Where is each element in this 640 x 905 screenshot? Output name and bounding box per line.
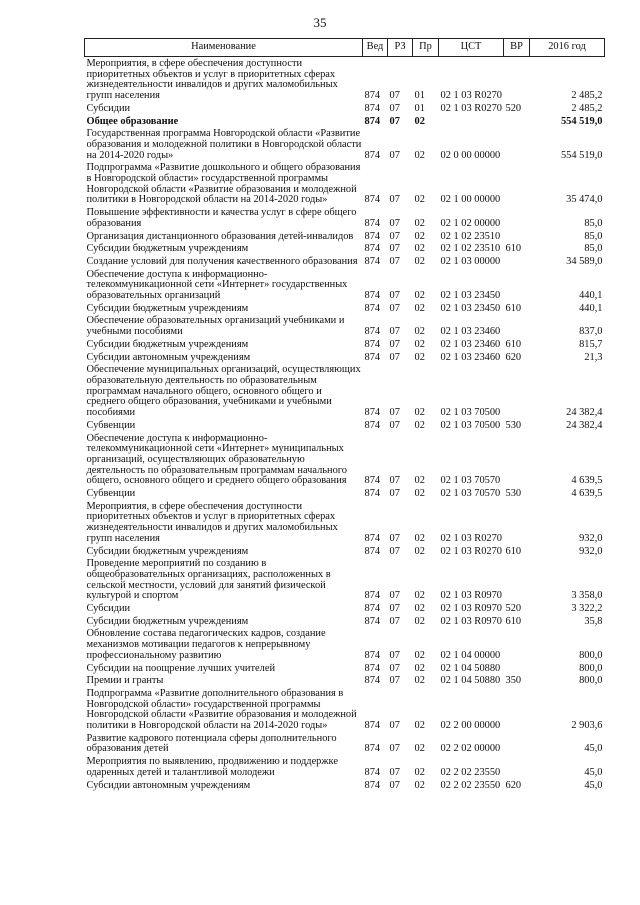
table-row [85, 302, 605, 315]
row-pr: 02 [414, 407, 425, 419]
row-cst: 02 1 04 50880 [440, 662, 501, 674]
row-ved: 874 [364, 326, 381, 338]
row-cst: 02 0 00 00000 [440, 149, 501, 161]
table-row [85, 662, 605, 675]
table-row [85, 615, 605, 628]
row-vr [504, 115, 530, 128]
row-pr: 02 [414, 230, 425, 242]
row-ved: 874 [364, 615, 381, 627]
row-name: Обновление состава педагогических кадров, создание механизмов мотивации педагогов к непрерывному профессиональному развитию [86, 628, 326, 661]
row-pr: 02 [414, 488, 425, 500]
row-pr: 02 [414, 603, 425, 615]
row-sum: 3 322,2 [571, 603, 603, 615]
row-sum: 4 639,5 [571, 488, 603, 500]
row-sum: 440,1 [579, 290, 603, 302]
row-name: Субсидии автономным учреждениям [86, 351, 251, 363]
row-cst: 02 1 03 70500 [440, 419, 501, 431]
row-rz: 07 [389, 302, 400, 314]
row-name: Мероприятия, в сфере обеспечения доступности приоритетных объектов и услуг в приоритетных сферах жизнедеятельности инвалидов и других маломобильных групп населения [86, 500, 338, 544]
row-name: Премии и гранты [86, 675, 164, 687]
row-name: Субсидии [86, 603, 131, 615]
row-sum: 45,0 [584, 766, 603, 778]
row-pr: 02 [414, 149, 425, 161]
row-vr [504, 557, 530, 602]
row-rz: 07 [389, 419, 400, 431]
table-row [85, 115, 605, 128]
row-name: Организация дистанционного образования детей-инвалидов [86, 230, 354, 242]
row-name: Субсидии бюджетным учреждениям [86, 338, 249, 350]
row-pr: 01 [414, 102, 425, 114]
row-cst: 02 1 03 R0270 [440, 532, 502, 544]
header-cst: ЦСТ [439, 39, 504, 57]
row-rz: 07 [389, 217, 400, 229]
row-vr [504, 627, 530, 661]
row-cst: 02 1 03 R0270 [440, 545, 502, 557]
row-sum: 837,0 [579, 326, 603, 338]
row-cst: 02 1 02 23510 [440, 230, 501, 242]
row-rz: 07 [389, 338, 400, 350]
row-name: Проведение мероприятий по созданию в общеобразовательных организациях, расположенных в сельской местности, условий для занятий физической культурой и спортом [86, 558, 331, 602]
row-pr: 02 [414, 662, 425, 674]
row-name: Субсидии бюджетным учреждениям [86, 302, 249, 314]
row-sum: 85,0 [584, 217, 603, 229]
row-cst: 02 1 02 00000 [440, 217, 501, 229]
row-ved: 874 [364, 743, 381, 755]
header-rz: РЗ [388, 39, 413, 57]
row-vr [504, 161, 530, 206]
row-pr: 01 [414, 90, 425, 102]
row-rz: 07 [389, 488, 400, 500]
row-cst: 02 1 03 23450 [440, 290, 501, 302]
row-rz: 07 [389, 230, 400, 242]
row-vr: 350 [505, 675, 522, 687]
table-row [85, 602, 605, 615]
row-ved: 874 [364, 779, 381, 791]
row-rz: 07 [389, 675, 400, 687]
row-name: Субсидии [86, 102, 131, 114]
row-cst: 02 1 03 00000 [440, 255, 501, 267]
row-name: Подпрограмма «Развитие дошкольного и общего образования в Новгородской области» государственной программы Новгородской области «Развитие образования и молодежной политики в Новгородской области на 2014-2020 годы» [86, 162, 361, 206]
row-rz: 07 [389, 532, 400, 544]
row-ved: 874 [364, 102, 381, 114]
row-ved: 874 [364, 243, 381, 255]
row-name: Обеспечение образовательных организаций учебниками и учебными пособиями [86, 315, 345, 338]
row-rz: 07 [389, 290, 400, 302]
row-pr: 02 [414, 766, 425, 778]
row-cst: 02 1 02 23510 [440, 243, 501, 255]
row-cst: 02 2 02 00000 [440, 743, 501, 755]
row-rz: 07 [389, 662, 400, 674]
row-pr: 02 [414, 419, 425, 431]
row-ved: 874 [364, 603, 381, 615]
table-row [85, 268, 605, 302]
row-rz: 07 [389, 590, 400, 602]
row-sum: 554 519,0 [560, 115, 603, 127]
row-cst: 02 1 03 23460 [440, 351, 501, 363]
row-vr [504, 363, 530, 419]
table-row [85, 314, 605, 337]
row-vr [504, 314, 530, 337]
row-sum: 45,0 [584, 779, 603, 791]
row-ved: 874 [364, 649, 381, 661]
row-sum: 4 639,5 [571, 475, 603, 487]
row-name: Развитие кадрового потенциала сферы дополнительного образования детей [86, 732, 337, 755]
row-ved: 874 [364, 302, 381, 314]
row-rz: 07 [389, 149, 400, 161]
table-header [85, 39, 605, 57]
row-name: Субсидии бюджетным учреждениям [86, 243, 249, 255]
row-sum: 800,0 [579, 675, 603, 687]
row-rz: 07 [389, 779, 400, 791]
table-row [85, 732, 605, 755]
row-pr: 02 [414, 326, 425, 338]
row-rz: 07 [389, 115, 400, 127]
table-row [85, 57, 605, 102]
table-row [85, 230, 605, 243]
row-ved: 874 [364, 475, 381, 487]
table-row [85, 545, 605, 558]
row-rz: 07 [389, 407, 400, 419]
row-ved: 874 [364, 590, 381, 602]
row-sum: 2 485,2 [571, 90, 603, 102]
row-ved: 874 [364, 532, 381, 544]
row-rz: 07 [389, 766, 400, 778]
row-vr [504, 57, 530, 102]
table-body [85, 57, 605, 792]
row-pr: 02 [414, 351, 425, 363]
header-ved: Вед [363, 39, 388, 57]
row-sum: 2 485,2 [571, 102, 603, 114]
row-vr [504, 127, 530, 161]
row-vr: 530 [505, 419, 522, 431]
row-sum: 800,0 [579, 662, 603, 674]
row-sum: 24 382,4 [566, 407, 603, 419]
row-name: Обеспечение муниципальных организаций, осуществляющих образовательную деятельность по образовательным программам начального общего, основного общего и среднего общего образования, учебниками и учебными пособиями [86, 364, 361, 419]
table-row [85, 102, 605, 115]
row-ved: 874 [364, 720, 381, 732]
row-sum: 85,0 [584, 243, 603, 255]
table-row [85, 161, 605, 206]
table-row [85, 419, 605, 432]
row-ved: 874 [364, 766, 381, 778]
row-name: Подпрограмма «Развитие дополнительного образования в Новгородской области» государственной программы Новгородской области «Развитие образования и молодежной политики в Новгородской области на 2014-2020 годы» [86, 687, 357, 732]
row-cst: 02 1 03 70500 [440, 407, 501, 419]
page-number: 35 [313, 15, 327, 30]
row-ved: 874 [364, 662, 381, 674]
table-row [85, 432, 605, 488]
row-sum: 21,3 [584, 351, 603, 363]
row-name: Субвенции [86, 488, 136, 500]
row-rz: 07 [389, 90, 400, 102]
row-pr: 02 [414, 475, 425, 487]
row-sum: 440,1 [579, 302, 603, 314]
row-pr: 02 [414, 675, 425, 687]
row-cst: 02 1 03 R0970 [440, 590, 502, 602]
row-cst: 02 1 03 23460 [440, 326, 501, 338]
row-rz: 07 [389, 720, 400, 732]
row-pr: 02 [414, 532, 425, 544]
row-vr: 610 [505, 338, 522, 350]
row-pr: 02 [414, 217, 425, 229]
row-sum: 85,0 [584, 230, 603, 242]
table-row [85, 500, 605, 545]
row-ved: 874 [364, 230, 381, 242]
table-row [85, 363, 605, 419]
row-name: Субсидии бюджетным учреждениям [86, 615, 249, 627]
row-rz: 07 [389, 243, 400, 255]
row-rz: 07 [389, 615, 400, 627]
table-row [85, 242, 605, 255]
row-name: Субсидии бюджетным учреждениям [86, 545, 249, 557]
row-rz: 07 [389, 194, 400, 206]
row-ved: 874 [364, 290, 381, 302]
row-cst: 02 1 04 00000 [440, 649, 501, 661]
table-row [85, 755, 605, 778]
row-vr [504, 500, 530, 545]
row-rz: 07 [389, 545, 400, 557]
row-ved: 874 [364, 255, 381, 267]
row-vr [504, 687, 530, 732]
row-cst: 02 1 03 R0970 [440, 603, 502, 615]
row-pr: 02 [414, 649, 425, 661]
row-vr: 620 [505, 779, 522, 791]
row-vr [504, 255, 530, 268]
row-cst: 02 1 03 R0270 [440, 102, 502, 114]
header-pr: Пр [413, 39, 439, 57]
row-sum: 932,0 [579, 545, 603, 557]
row-sum: 34 589,0 [566, 255, 603, 267]
row-vr: 520 [505, 603, 522, 615]
row-sum: 3 358,0 [571, 590, 603, 602]
row-ved: 874 [364, 90, 381, 102]
row-ved: 874 [364, 545, 381, 557]
table-row [85, 127, 605, 161]
row-vr: 610 [505, 243, 522, 255]
row-rz: 07 [389, 102, 400, 114]
row-ved: 874 [364, 407, 381, 419]
row-ved: 874 [364, 351, 381, 363]
row-rz: 07 [389, 475, 400, 487]
row-vr: 620 [505, 351, 522, 363]
row-pr: 02 [414, 779, 425, 791]
row-pr: 02 [414, 338, 425, 350]
row-vr [504, 732, 530, 755]
row-sum: 24 382,4 [566, 419, 603, 431]
row-sum: 35,8 [584, 615, 603, 627]
row-pr: 02 [414, 194, 425, 206]
row-cst: 02 1 03 70570 [440, 475, 501, 487]
row-sum: 800,0 [579, 649, 603, 661]
row-name: Обеспечение доступа к информационно-телекоммуникационной сети «Интернет» муниципальных организаций, осуществляющих образовательную деятельность по образовательным программам начального общего, основного общего и среднего общего образования [86, 432, 347, 487]
row-name: Мероприятия, в сфере обеспечения доступности приоритетных объектов и услуг в приоритетных сферах жизнедеятельности инвалидов и других маломобильных групп населения [86, 58, 338, 102]
row-name: Создание условий для получения качественного образования [86, 255, 358, 267]
row-sum: 932,0 [579, 532, 603, 544]
row-cst: 02 1 03 23460 [440, 338, 501, 350]
row-sum: 815,7 [579, 338, 603, 350]
row-vr [504, 230, 530, 243]
row-name: Субвенции [86, 419, 136, 431]
row-cst: 02 1 00 00000 [440, 194, 501, 206]
table-row [85, 338, 605, 351]
row-pr: 02 [414, 255, 425, 267]
table-row [85, 557, 605, 602]
row-ved: 874 [364, 419, 381, 431]
table-row [85, 674, 605, 687]
row-rz: 07 [389, 603, 400, 615]
row-sum: 2 903,6 [571, 720, 603, 732]
row-ved: 874 [364, 675, 381, 687]
row-cst [439, 115, 504, 128]
row-rz: 07 [389, 255, 400, 267]
row-name: Общее образование [86, 115, 179, 127]
row-pr: 02 [414, 243, 425, 255]
row-pr: 02 [414, 743, 425, 755]
row-vr: 610 [505, 302, 522, 314]
row-sum: 45,0 [584, 743, 603, 755]
row-vr [504, 755, 530, 778]
row-rz: 07 [389, 351, 400, 363]
row-cst: 02 1 03 R0970 [440, 615, 502, 627]
table-row [85, 779, 605, 792]
header-name: Наименование [85, 39, 363, 57]
row-name: Повышение эффективности и качества услуг в сфере общего образования [86, 207, 357, 229]
row-pr: 02 [414, 545, 425, 557]
row-cst: 02 1 03 23450 [440, 302, 501, 314]
row-sum: 554 519,0 [560, 149, 603, 161]
row-ved: 874 [364, 149, 381, 161]
row-cst: 02 1 03 70570 [440, 488, 501, 500]
row-name: Субсидии автономным учреждениям [86, 779, 251, 791]
row-cst: 02 1 03 R0270 [440, 90, 502, 102]
row-name: Субсидии на поощрение лучших учителей [86, 662, 276, 674]
table-row [85, 255, 605, 268]
row-pr: 02 [414, 302, 425, 314]
row-pr: 02 [414, 590, 425, 602]
row-vr [504, 268, 530, 302]
row-ved: 874 [364, 217, 381, 229]
table-row [85, 206, 605, 229]
row-vr [504, 662, 530, 675]
budget-table [84, 38, 605, 791]
row-cst: 02 2 02 23550 [440, 766, 501, 778]
row-pr: 02 [414, 615, 425, 627]
row-pr: 02 [414, 115, 425, 127]
row-vr: 530 [505, 488, 522, 500]
table-row [85, 627, 605, 661]
row-rz: 07 [389, 743, 400, 755]
row-vr [504, 206, 530, 229]
row-vr: 610 [505, 615, 522, 627]
row-vr: 610 [505, 545, 522, 557]
row-rz: 07 [389, 649, 400, 661]
header-vr: ВР [504, 39, 530, 57]
table-row [85, 351, 605, 364]
row-sum: 35 474,0 [566, 194, 603, 206]
row-rz: 07 [389, 326, 400, 338]
row-ved: 874 [364, 115, 381, 127]
row-pr: 02 [414, 290, 425, 302]
row-name: Государственная программа Новгородской области «Развитие образования и молодежной политики в Новгородской области на 2014-2020 годы» [86, 128, 362, 161]
row-cst: 02 2 02 23550 [440, 779, 501, 791]
row-ved: 874 [364, 194, 381, 206]
row-ved: 874 [364, 338, 381, 350]
row-vr [504, 432, 530, 488]
table-row [85, 487, 605, 500]
row-ved: 874 [364, 488, 381, 500]
row-cst: 02 2 00 00000 [440, 720, 501, 732]
row-name: Обеспечение доступа к информационно-телекоммуникационной сети «Интернет» государственных образовательных организаций [86, 268, 348, 302]
header-sum: 2016 год [530, 39, 605, 57]
row-vr: 520 [505, 102, 522, 114]
row-cst: 02 1 04 50880 [440, 675, 501, 687]
row-name: Мероприятия по выявлению, продвижению и поддержке одаренных детей и талантливой молодежи [86, 756, 338, 778]
table-row [85, 687, 605, 732]
row-pr: 02 [414, 720, 425, 732]
